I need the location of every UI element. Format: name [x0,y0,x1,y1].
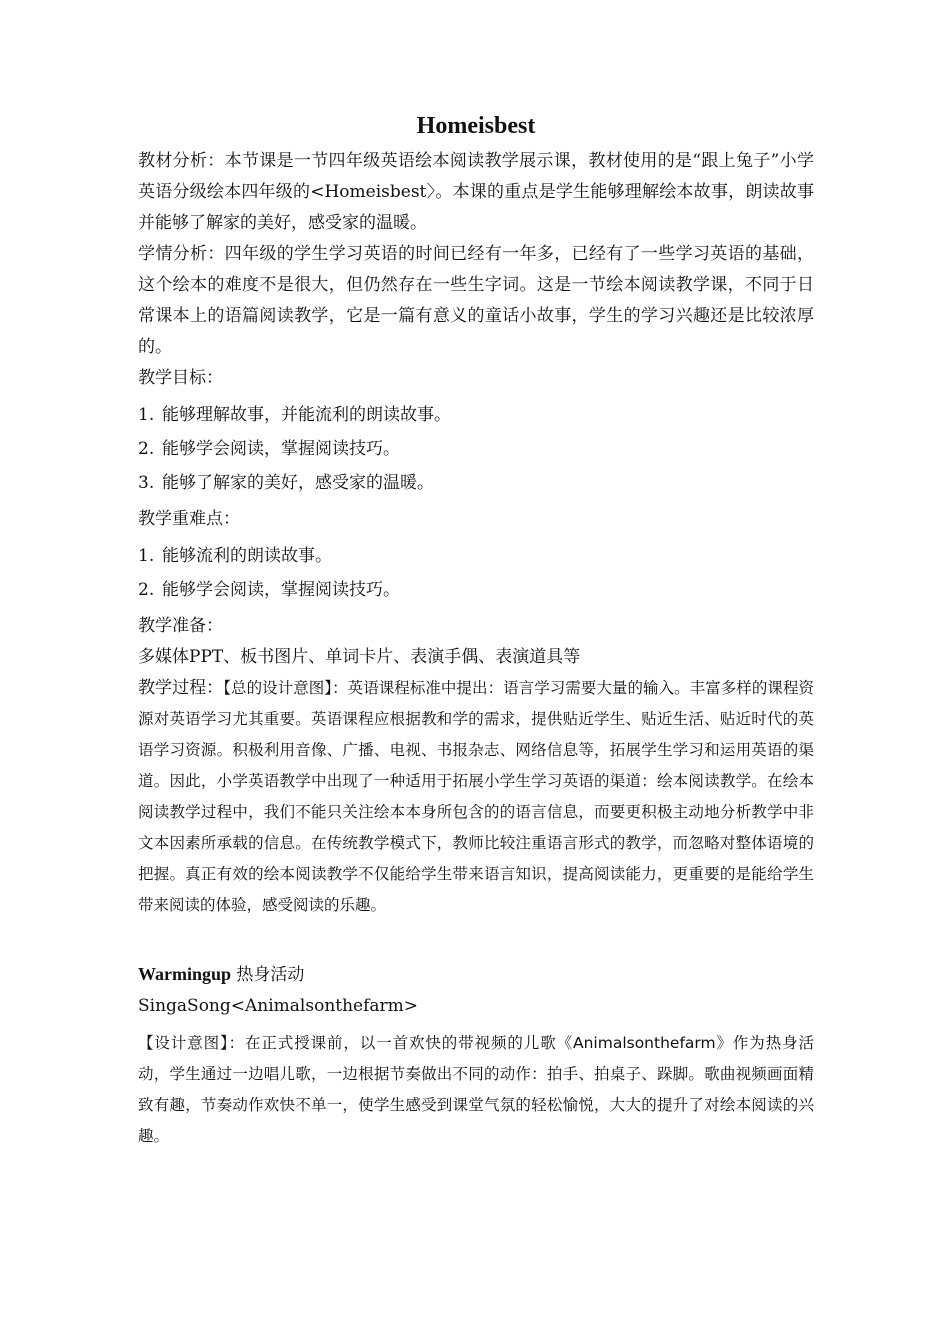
warmup-heading [138,959,814,991]
list-item: 1. 能够理解故事，并能流利的朗读故事。 [138,405,451,425]
key-points-heading: 教学重难点： [138,509,240,529]
process-body: 【总的设计意图】：英语课程标准中提出：语言学习需要大量的输入。丰富多样的课程资源对英语学习尤其重要。英语课程应根据教和学的需求，提供贴近学生、贴近生活、贴近时代的英语学习资源。积极利用音像、广播、电视、书报杂志、网络信息等，拓展学生学习和运用英语的渠道。因此，小学英语教学中出现了一种适用于拓展小学生学习英语的渠道：绘本阅读教学。在绘本阅读教学过程中，我们不能只关注绘本本身所包含的的语言信息，而要更积极主动地分析教学中非文本因素所承载的信息。在传统教学模式下，教师比较注重语言形式的教学，而忽略对整体语境的把握。真正有效的绘本阅读教学不仅能给学生带来语言知识，提高阅读能力，更重要的是能给学生带来阅读的体验，感受阅读的乐趣。 [138,679,814,914]
warmup-song: SingaSong<Animalsonthefarm> [138,996,419,1016]
list-item: 3. 能够了解家的美好，感受家的温暖。 [138,473,434,493]
key-points-list [138,539,814,607]
process-lead: 教学过程： [138,678,224,698]
preparation-text: 多媒体PPT、板书图片、单词卡片、表演手偶、表演道具等 [138,647,581,667]
list-item: 1. 能够流利的朗读故事。 [138,546,332,566]
document-page [138,108,814,1152]
warmup-design-intent: 【设计意图】：在正式授课前，以一首欢快的带视频的儿歌《Animalsonthefarm》作为热身活动，学生通过一边唱儿歌，一边根据节奏做出不同的动作：拍手、拍桌子、跺脚。歌曲视频画面精致有趣，节奏动作欢快不单一，使学生感受到课堂气氛的轻松愉悦，大大的提升了对绘本阅读的兴趣。 [138,1034,814,1145]
list-item: 2. 能够学会阅读，掌握阅读技巧。 [138,439,400,459]
material-analysis: 教材分析：本节课是一节四年级英语绘本阅读教学展示课，教材使用的是“跟上兔子”小学英语分级绘本四年级的<Homeisbest〉。本课的重点是学生能够理解绘本故事，朗读故事并能够了解家的美好，感受家的温暖。 [138,151,814,233]
student-analysis: 学情分析：四年级的学生学习英语的时间已经有一年多，已经有了一些学习英语的基础，这个绘本的难度不是很大，但仍然存在一些生字词。这是一节绘本阅读教学课，不同于日常课本上的语篇阅读教学，它是一篇有意义的童话小故事，学生的学习兴趣还是比较浓厚的。 [138,244,814,357]
list-item: 2. 能够学会阅读，掌握阅读技巧。 [138,580,400,600]
document-title: Homeisbest [416,113,536,139]
preparation-heading: 教学准备： [138,616,223,636]
warmup-title-cn: 热身活动 [231,965,305,985]
process-paragraph [138,673,814,921]
goals-heading: 教学目标： [138,368,223,388]
goals-list [138,398,814,500]
warmup-title-en: Warmingup [138,964,232,984]
